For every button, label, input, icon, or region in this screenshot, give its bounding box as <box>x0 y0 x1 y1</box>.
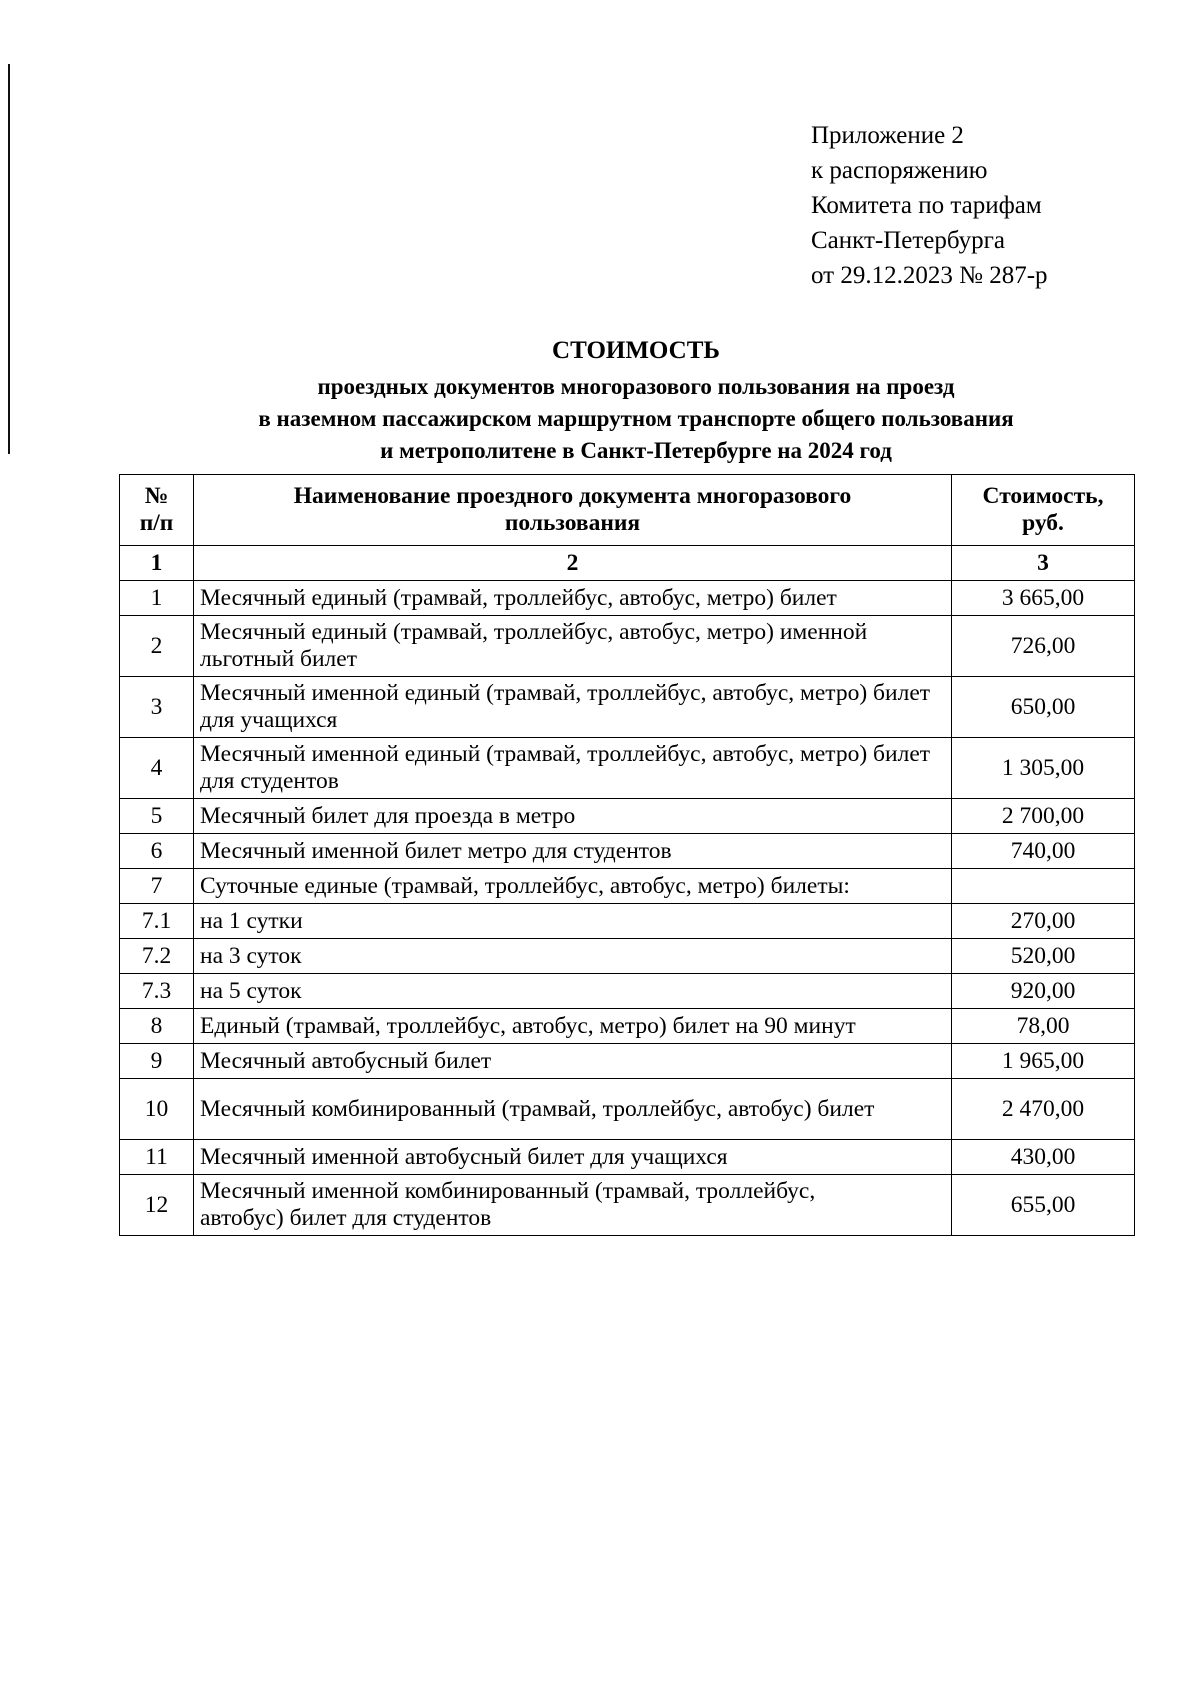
row-number: 12 <box>120 1175 194 1236</box>
table-row <box>120 799 1135 834</box>
tariff-table <box>119 474 1135 1236</box>
row-name: на 3 суток <box>194 939 952 974</box>
row-name: Суточные единые (трамвай, троллейбус, автобус, метро) билеты: <box>194 869 952 904</box>
row-name: Месячный автобусный билет <box>194 1044 952 1079</box>
row-name: Месячный единый (трамвай, троллейбус, автобус, метро) именной льготный билет <box>194 616 952 677</box>
row-number: 8 <box>120 1009 194 1044</box>
row-price: 726,00 <box>952 616 1135 677</box>
row-name: Месячный билет для проезда в метро <box>194 799 952 834</box>
table-row <box>120 1079 1135 1140</box>
row-price: 270,00 <box>952 904 1135 939</box>
header-price-line: Стоимость, <box>982 483 1104 509</box>
row-number: 7 <box>120 869 194 904</box>
table-row <box>120 677 1135 738</box>
document-subtitle <box>0 371 1200 467</box>
row-price: 2 470,00 <box>952 1079 1135 1140</box>
column-index: 2 <box>194 546 952 581</box>
row-price: 920,00 <box>952 974 1135 1009</box>
table-row <box>120 904 1135 939</box>
header-name: Наименование проездного документа многоразового пользования <box>194 475 952 546</box>
row-name: Единый (трамвай, троллейбус, автобус, метро) билет на 90 минут <box>194 1009 952 1044</box>
table-row <box>120 1140 1135 1175</box>
row-name: Месячный именной автобусный билет для учащихся <box>194 1140 952 1175</box>
table-row <box>120 581 1135 616</box>
column-index: 3 <box>952 546 1135 581</box>
column-index-row <box>120 546 1135 581</box>
table-row <box>120 939 1135 974</box>
header-number-line: п/п <box>139 510 174 536</box>
row-price: 740,00 <box>952 834 1135 869</box>
subtitle-line: проездных документов многоразового пользования на проезд <box>317 374 955 399</box>
row-number: 4 <box>120 738 194 799</box>
header-number <box>120 475 194 546</box>
appendix-line: Приложение 2 <box>811 122 964 149</box>
row-name: на 5 суток <box>194 974 952 1009</box>
table-row <box>120 738 1135 799</box>
appendix-line: Комитета по тарифам <box>811 192 1042 219</box>
row-number: 10 <box>120 1079 194 1140</box>
row-number: 5 <box>120 799 194 834</box>
subtitle-line: и метрополитене в Санкт-Петербурге на 2024 год <box>380 438 892 463</box>
row-number: 7.1 <box>120 904 194 939</box>
row-price: 78,00 <box>952 1009 1135 1044</box>
row-price: 1 305,00 <box>952 738 1135 799</box>
row-number: 11 <box>120 1140 194 1175</box>
header-number-line: № <box>144 483 169 509</box>
table-header-row <box>120 475 1135 546</box>
appendix-header <box>811 118 1048 293</box>
row-name: Месячный единый (трамвай, троллейбус, автобус, метро) билет <box>194 581 952 616</box>
appendix-line: Санкт-Петербурга <box>811 227 1006 254</box>
row-name: на 1 сутки <box>194 904 952 939</box>
table-row <box>120 1009 1135 1044</box>
subtitle-line: в наземном пассажирском маршрутном транспорте общего пользования <box>258 406 1014 431</box>
row-name: Месячный именной комбинированный (трамвай, троллейбус, автобус) билет для студентов <box>194 1175 952 1236</box>
table-row <box>120 869 1135 904</box>
row-name: Месячный именной единый (трамвай, троллейбус, автобус, метро) билет для студентов <box>194 738 952 799</box>
row-number: 1 <box>120 581 194 616</box>
row-price: 520,00 <box>952 939 1135 974</box>
header-price <box>952 475 1135 546</box>
row-number: 7.3 <box>120 974 194 1009</box>
header-price-line: руб. <box>1022 510 1064 536</box>
row-price: 430,00 <box>952 1140 1135 1175</box>
column-index: 1 <box>120 546 194 581</box>
row-number: 2 <box>120 616 194 677</box>
table-row <box>120 974 1135 1009</box>
row-name: Месячный именной билет метро для студентов <box>194 834 952 869</box>
row-price: 650,00 <box>952 677 1135 738</box>
row-price <box>952 869 1135 904</box>
table-row <box>120 1044 1135 1079</box>
row-name: Месячный именной единый (трамвай, троллейбус, автобус, метро) билет для учащихся <box>194 677 952 738</box>
document-title: СТОИМОСТЬ <box>552 337 720 364</box>
row-number: 6 <box>120 834 194 869</box>
row-number: 7.2 <box>120 939 194 974</box>
appendix-line: к распоряжению <box>811 157 988 184</box>
row-price: 2 700,00 <box>952 799 1135 834</box>
row-price: 1 965,00 <box>952 1044 1135 1079</box>
table-row <box>120 834 1135 869</box>
table-row <box>120 616 1135 677</box>
row-price: 655,00 <box>952 1175 1135 1236</box>
table-row <box>120 1175 1135 1236</box>
row-price: 3 665,00 <box>952 581 1135 616</box>
row-name: Месячный комбинированный (трамвай, троллейбус, автобус) билет <box>194 1079 952 1140</box>
row-number: 3 <box>120 677 194 738</box>
appendix-line: от 29.12.2023 № 287-р <box>811 262 1048 289</box>
row-number: 9 <box>120 1044 194 1079</box>
